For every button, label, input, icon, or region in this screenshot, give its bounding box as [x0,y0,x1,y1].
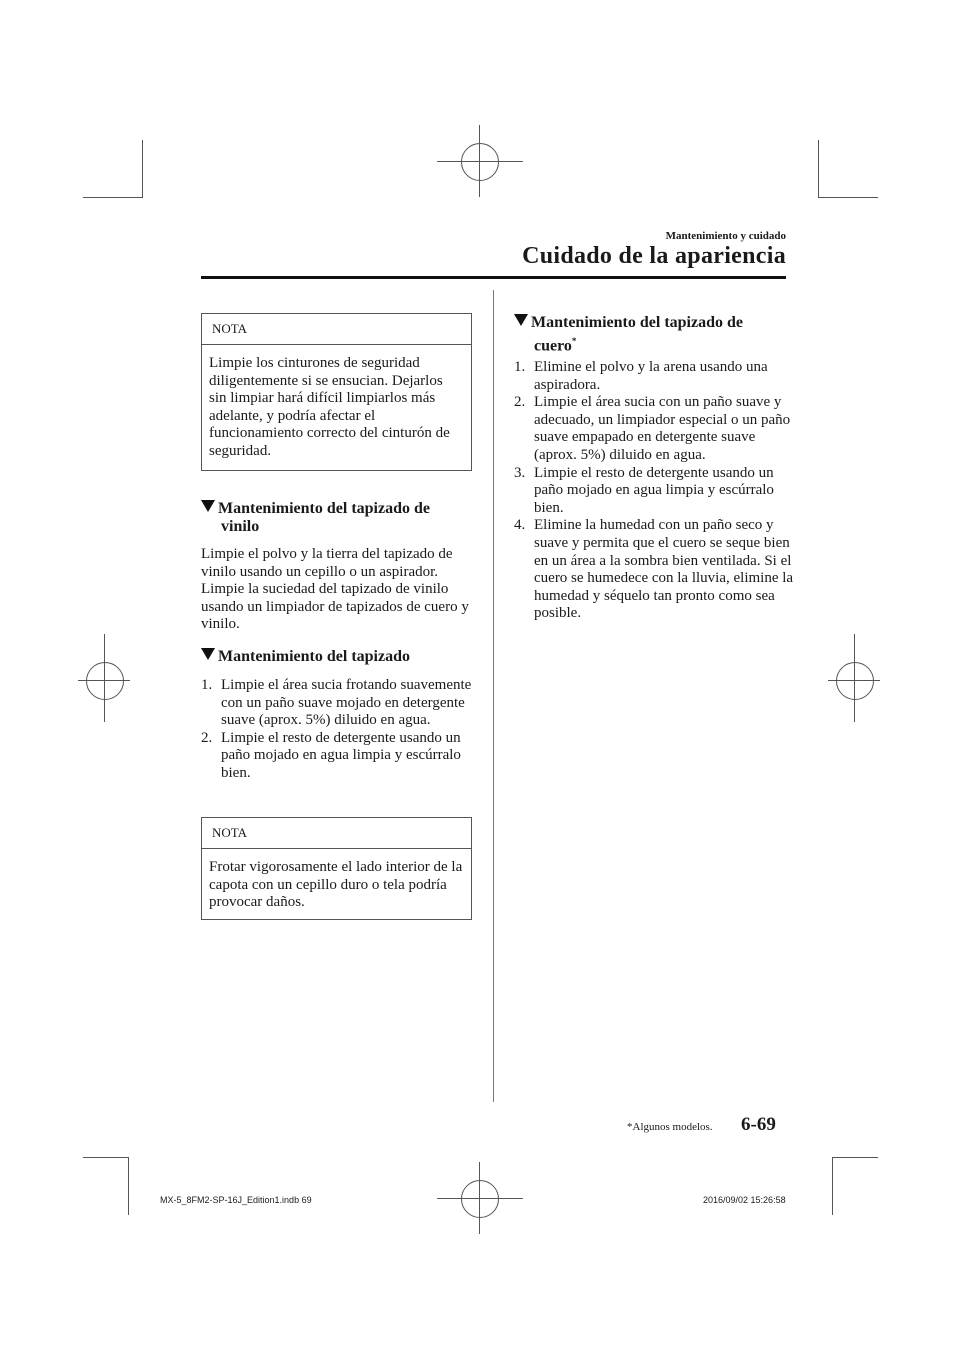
triangle-bullet-icon [201,500,215,512]
heading-upholstery: Mantenimiento del tapizado [201,648,486,666]
note-box-seatbelts [201,313,472,471]
some-models-mark: * [571,336,577,346]
header-rule [201,276,786,279]
list-item: 1. Limpie el área sucia frotando suavemente con un paño suave mojado en detergente suave (aprox. 5%) diluido en agua. [201,677,472,729]
note-label: NOTA [202,314,471,345]
note-text: Limpie los cinturones de seguridad diligentemente si se ensucian. Dejarlos sin limpiar hará difícil limpiarlos más adelante, y podría afectar el funcionamiento correcto del cinturón de seguridad. [209,355,450,459]
column-divider [493,290,494,1102]
print-slug-file: MX-5_8FM2-SP-16J_Edition1.indb 69 [160,1195,312,1205]
list-item: 3. Limpie el resto de detergente usando un paño mojado en agua limpia y escúrralo bien. [514,464,774,516]
list-item: 1. Elimine el polvo y la arena usando una aspiradora. [514,359,768,393]
leather-steps [514,359,794,623]
print-slug-date: 2016/09/02 15:26:58 [703,1195,786,1205]
page-number: 6-69 [741,1114,776,1135]
list-item: 2. Limpie el área sucia con un paño suave y adecuado, un limpiador especial o un paño suave empapado en detergente suave (aprox. 5%) diluido en agua. [514,394,791,463]
note-label: NOTA [202,818,471,849]
chapter-title: Mantenimiento y cuidado [665,230,786,242]
list-item: 2. Limpie el resto de detergente usando un paño mojado en agua limpia y escúrralo bien. [201,729,461,781]
footnote-some-models: *Algunos modelos. [627,1121,713,1133]
triangle-bullet-icon [201,648,215,660]
heading-leather-upholstery: Mantenimiento del tapizado de cuero* [514,314,794,355]
section-title: Cuidado de la apariencia [522,243,786,269]
upholstery-steps [201,677,483,783]
note-text: Frotar vigorosamente el lado interior de la capota con un cepillo duro o tela podría provocar daños. [209,859,463,911]
heading-vinyl-upholstery: Mantenimiento del tapizado de vinilo [201,500,486,536]
note-box-soft-top [201,817,472,920]
list-item: 4. Elimine la humedad con un paño seco y suave y permita que el cuero se seque bien en un área a la sombra bien ventilada. Si el cuero se humedece con la lluvia, elimine la humedad y séquelo tan pronto como sea posible. [514,517,794,622]
triangle-bullet-icon [514,314,528,326]
vinyl-paragraph: Limpie el polvo y la tierra del tapizado de vinilo usando un cepillo o un aspirador. Limpie la suciedad del tapizado de vinilo usando un limpiador de tapizados de cuero y vinilo. [201,546,469,633]
